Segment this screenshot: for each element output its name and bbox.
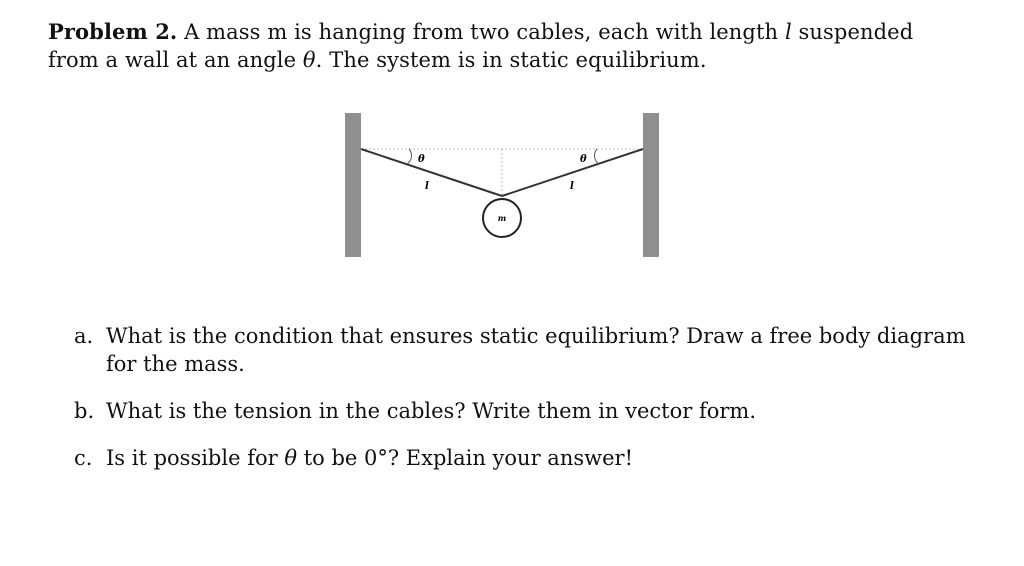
question-c xyxy=(74,444,974,472)
problem-statement xyxy=(48,18,968,74)
left-angle-arc xyxy=(407,149,412,164)
question-c-letter: c. xyxy=(74,446,93,470)
left-wall xyxy=(345,113,361,257)
question-b xyxy=(74,397,974,425)
question-a xyxy=(74,322,974,378)
problem-label: Problem 2. xyxy=(48,19,178,44)
left-theta-label: θ xyxy=(418,154,425,165)
right-angle-arc xyxy=(594,149,599,164)
question-c-body xyxy=(106,444,974,472)
question-list xyxy=(74,322,974,491)
hanging-mass-diagram xyxy=(340,110,670,260)
diagram-svg xyxy=(340,110,670,260)
question-a-text: What is the condition that ensures static equilibrium? Draw a free body diagram for the mass. xyxy=(106,324,966,376)
right-wall xyxy=(643,113,659,257)
question-c-theta: θ xyxy=(284,446,297,470)
length-symbol: l xyxy=(784,20,792,44)
theta-symbol: θ xyxy=(302,48,316,72)
left-length-label: l xyxy=(425,181,429,192)
problem-text-3: . The system is in static equilibrium. xyxy=(315,48,707,72)
mass-label: m xyxy=(497,213,507,223)
question-b-letter: b. xyxy=(74,399,95,423)
question-a-letter: a. xyxy=(74,324,94,348)
left-cable xyxy=(361,149,502,196)
problem-text-2: suspended from a wall at an angle xyxy=(48,20,914,72)
question-c-text-1: Is it possible for xyxy=(106,446,278,470)
right-theta-label: θ xyxy=(580,154,587,165)
question-b-text: What is the tension in the cables? Write them in vector form. xyxy=(106,399,756,423)
problem-text-1: A mass m is hanging from two cables, each with length xyxy=(184,20,779,44)
right-length-label: l xyxy=(570,181,574,192)
question-c-text-2: to be 0°? Explain your answer! xyxy=(303,446,634,470)
